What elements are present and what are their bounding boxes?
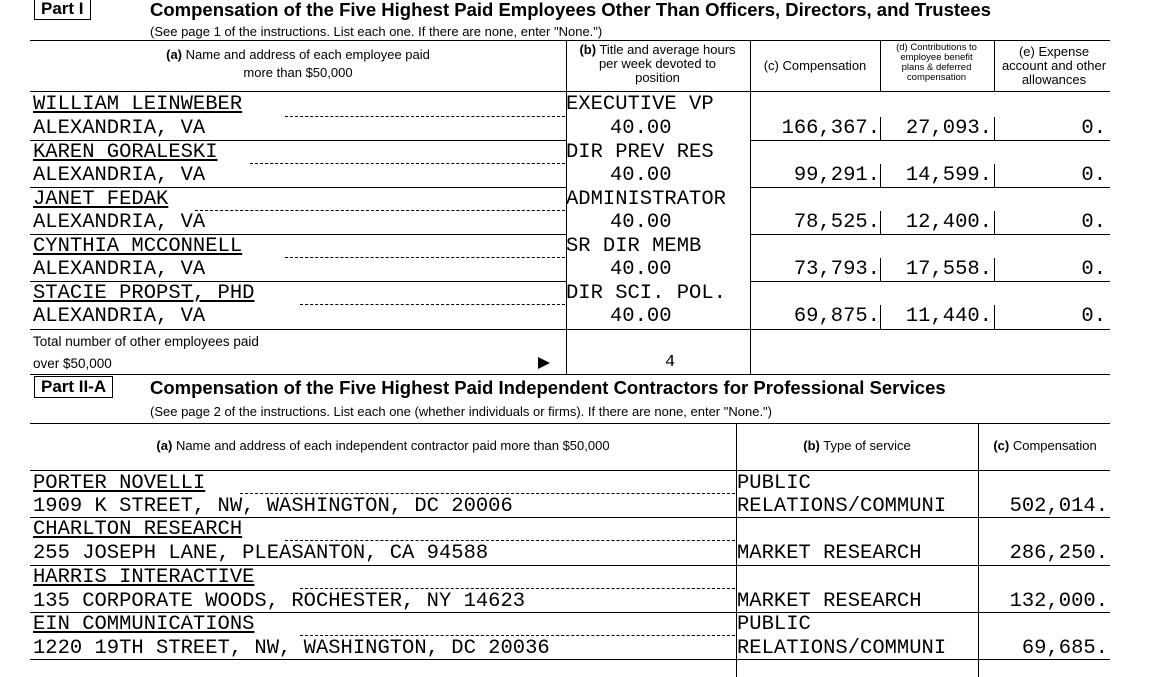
cell-divider <box>880 305 881 329</box>
contractor-service-line2: MARKET RESEARCH <box>737 590 922 613</box>
employee-name: JANET FEDAK <box>33 188 169 211</box>
employee-compensation: 73,793. <box>793 258 880 281</box>
contractor-compensation: 502,014. <box>1009 495 1108 518</box>
cell-divider <box>880 117 881 140</box>
employee-address: ALEXANDRIA, VA <box>33 305 206 328</box>
part2a-subtitle: (See page 2 of the instructions. List each one (whether individuals or firms). If there are none, enter "None.") <box>150 404 773 419</box>
contractor-name: CHARLTON RESEARCH <box>33 518 243 541</box>
employee-hours: 40.00 <box>610 117 672 140</box>
employee-expense: 0. <box>1081 117 1106 140</box>
contractor-name: EIN COMMUNICATIONS <box>33 613 255 636</box>
part1-label-text: Part I <box>41 0 84 18</box>
employee-address: ALEXANDRIA, VA <box>33 117 206 140</box>
contractor-address: 255 JOSEPH LANE, PLEASANTON, CA 94588 <box>33 542 489 565</box>
row-rule <box>30 659 1110 660</box>
cell-divider <box>880 258 881 281</box>
leader-dash <box>285 540 735 541</box>
part1-header-top-rule <box>30 40 1110 41</box>
part1-title: Compensation of the Five Highest Paid Employees Other Than Officers, Directors, and Trustees <box>150 0 991 20</box>
contractor-compensation: 69,685. <box>1021 637 1108 660</box>
part1-label <box>34 0 91 20</box>
leader-dash <box>240 493 735 494</box>
leader-dash <box>300 635 735 636</box>
contractor-compensation: 132,000. <box>1009 590 1108 613</box>
employee-hours: 40.00 <box>610 258 672 281</box>
total-label-line1: Total number of other employees paid <box>33 334 259 349</box>
row-rule <box>750 234 1110 235</box>
part2a-col-c-header: (c) Compensation <box>993 438 1097 453</box>
total-value: 4 <box>665 353 676 372</box>
employee-address: ALEXANDRIA, VA <box>33 258 206 281</box>
contractor-service-line2: RELATIONS/COMMUNI <box>737 495 947 518</box>
part2a-col-a-header: (a) Name and address of each independent contractor paid more than $50,000 <box>156 438 610 453</box>
employee-compensation: 69,875. <box>793 305 880 328</box>
employee-contributions: 27,093. <box>905 117 992 140</box>
cell-divider <box>880 211 881 234</box>
total-label-line2: over $50,000 <box>33 356 112 371</box>
leader-dash <box>300 588 735 589</box>
part1-col-b-header: (b) Title and average hours per week devoted to position <box>579 42 736 85</box>
part1-col-c-header: (c) Compensation <box>763 58 867 73</box>
employee-hours: 40.00 <box>610 211 672 234</box>
contractor-name: PORTER NOVELLI <box>33 472 206 495</box>
cell-divider <box>994 305 995 329</box>
employee-hours: 40.00 <box>610 305 672 328</box>
part1-col-d-header: (d) Contributions to employee benefit plans & deferred compensation <box>896 42 977 83</box>
employee-contributions: 17,558. <box>905 258 992 281</box>
employee-compensation: 78,525. <box>793 211 880 234</box>
part1-col-e-divider <box>994 40 995 91</box>
row-rule <box>750 281 1110 282</box>
contractor-name: HARRIS INTERACTIVE <box>33 566 255 589</box>
employee-title: DIR SCI. POL. <box>566 282 726 305</box>
contractor-service-line1: PUBLIC <box>737 613 811 636</box>
employee-name: STACIE PROPST, PHD <box>33 282 255 305</box>
employee-name: WILLIAM LEINWEBER <box>33 93 243 116</box>
part2a-label <box>34 376 113 398</box>
part2a-title: Compensation of the Five Highest Paid Independent Contractors for Professional Services <box>150 377 946 398</box>
part1-subtitle: (See page 1 of the instructions. List each one. If there are none, enter "None.") <box>150 24 603 39</box>
contractor-address: 1220 19TH STREET, NW, WASHINGTON, DC 20036 <box>33 637 550 660</box>
leader-dash <box>300 304 565 305</box>
employee-hours: 40.00 <box>610 164 672 187</box>
employee-compensation: 99,291. <box>793 164 880 187</box>
arrow-right-icon <box>538 357 550 369</box>
part1-col-a-header: (a) Name and address of each employee paid more than $50,000 <box>166 47 430 80</box>
part1-col-d-divider <box>880 40 881 91</box>
employee-title: EXECUTIVE VP <box>566 93 714 116</box>
part2a-label-text: Part II-A <box>41 377 107 396</box>
part1-header-bottom-rule <box>30 91 1110 92</box>
employee-expense: 0. <box>1081 211 1106 234</box>
contractor-service-line2: MARKET RESEARCH <box>737 542 922 565</box>
employee-name: KAREN GORALESKI <box>33 141 218 164</box>
contractor-service-line2: RELATIONS/COMMUNI <box>737 637 947 660</box>
leader-dash <box>195 210 565 211</box>
employee-expense: 0. <box>1081 164 1106 187</box>
cell-divider <box>994 211 995 234</box>
employee-address: ALEXANDRIA, VA <box>33 164 206 187</box>
contractor-address: 135 CORPORATE WOODS, ROCHESTER, NY 14623 <box>33 590 526 613</box>
employee-contributions: 14,599. <box>905 164 992 187</box>
part2a-header-top-rule <box>30 423 1110 424</box>
part2a-header-bottom-rule <box>30 470 1110 471</box>
leader-dash <box>285 116 565 117</box>
employee-contributions: 11,440. <box>905 305 992 328</box>
employee-compensation: 166,367. <box>781 117 880 140</box>
part1-bottom-rule <box>30 374 1110 375</box>
cell-divider <box>994 117 995 140</box>
row-rule <box>750 140 1110 141</box>
employee-name: CYNTHIA MCCONNELL <box>33 235 243 258</box>
employee-contributions: 12,400. <box>905 211 992 234</box>
contractor-service-line1: PUBLIC <box>737 472 811 495</box>
part2a-col-b-header: (b) Type of service <box>803 438 911 453</box>
employee-expense: 0. <box>1081 258 1106 281</box>
row-rule <box>750 187 1110 188</box>
contractor-compensation: 286,250. <box>1009 542 1108 565</box>
part1-col-e-header: (e) Expense account and other allowances <box>1001 44 1107 87</box>
employee-expense: 0. <box>1081 305 1106 328</box>
cell-divider <box>880 164 881 187</box>
contractor-address: 1909 K STREET, NW, WASHINGTON, DC 20006 <box>33 495 513 518</box>
employee-address: ALEXANDRIA, VA <box>33 211 206 234</box>
cell-divider <box>994 164 995 187</box>
employee-title: SR DIR MEMB <box>566 235 702 258</box>
employee-title: DIR PREV RES <box>566 141 714 164</box>
leader-dash <box>285 257 565 258</box>
part1-rows-bottom-rule <box>30 329 1110 330</box>
employee-title: ADMINISTRATOR <box>566 188 726 211</box>
cell-divider <box>994 258 995 281</box>
leader-dash <box>250 163 565 164</box>
